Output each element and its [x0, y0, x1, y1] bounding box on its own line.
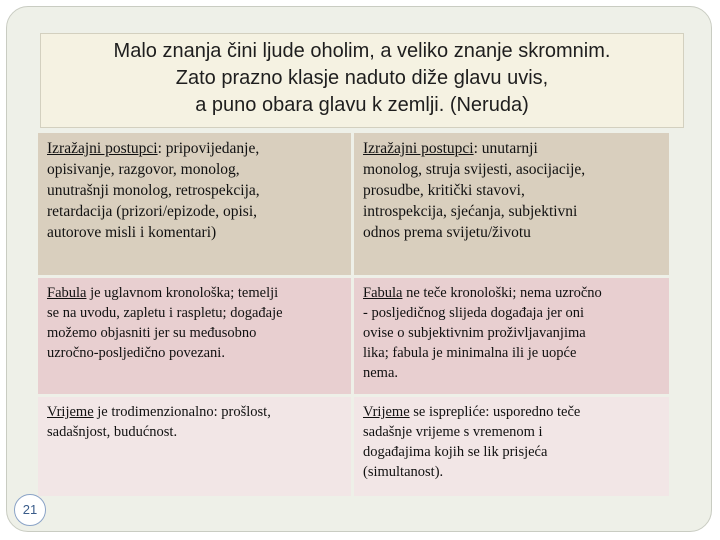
cell-line: sadašnjost, budućnost. [47, 424, 178, 440]
cell-line: prosudbe, kritički stavovi, [363, 182, 525, 199]
cell-line: - posljedičnog slijeda događaja jer oni [363, 305, 585, 321]
page-number: 21 [14, 494, 46, 526]
table-cell-row2-left [38, 278, 351, 394]
cell-line: opisivanje, razgovor, monolog, [47, 161, 240, 178]
cell-line: je uglavnom kronološka; temelji [90, 285, 279, 301]
table-cell-row2-right [354, 278, 669, 394]
table-cell-row1-right: Izražajni postupci: unutarnji monolog, struja svijesti, asocijacije, prosudbe, kritički stavovi, introspekcija, sjećanja, subjektivni odnos prema svijetu/životu [354, 133, 669, 275]
cell-line: lika; fabula je minimalna ili je uopće [363, 345, 577, 361]
cell-line: retardacija (prizori/epizode, opisi, [47, 203, 258, 220]
cell-term: Izražajni postupci [47, 140, 158, 157]
cell-line: (simultanost). [363, 464, 444, 480]
table-cell-row1-left: Izražajni postupci: pripovijedanje, opisivanje, razgovor, monolog, unutrašnji monolog, retrospekcija, retardacija (prizori/epizode, opisi, autorove misli i komentari) [38, 133, 351, 275]
cell-line: ovise o subjektivnim proživljavanjima [363, 325, 586, 341]
quote-box [40, 33, 684, 128]
cell-line: unutrašnji monolog, retrospekcija, [47, 182, 260, 199]
cell-line: se na uvodu, zapletu i raspletu; događaje [47, 305, 283, 321]
cell-line: introspekcija, sjećanja, subjektivni [363, 203, 578, 220]
cell-term: Izražajni postupci [363, 140, 474, 157]
quote-line-1: Malo znanja čini ljude oholim, a veliko znanje skromnim. [113, 40, 611, 62]
cell-line: možemo objasniti jer su međusobno [47, 325, 257, 341]
comparison-table [38, 133, 669, 496]
cell-line: unutarnji [481, 140, 538, 157]
cell-line: ne teče kronološki; nema uzročno [406, 285, 602, 301]
cell-line: događajima kojih se lik prisjeća [363, 444, 548, 460]
cell-term: Vrijeme [47, 404, 94, 420]
cell-line: se isprepliće: usporedno teče [413, 404, 581, 420]
cell-line: autorove misli i komentari) [47, 224, 217, 241]
quote-line-3: a puno obara glavu k zemlji. (Neruda) [195, 94, 529, 116]
cell-line: odnos prema svijetu/životu [363, 224, 531, 241]
cell-line: sadašnje vrijeme s vremenom i [363, 424, 543, 440]
cell-line: nema. [363, 365, 399, 381]
cell-line: je trodimenzionalno: prošlost, [97, 404, 271, 420]
cell-term: Vrijeme [363, 404, 410, 420]
table-cell-row3-right [354, 397, 669, 496]
quote-line-2: Zato prazno klasje naduto diže glavu uvis, [175, 67, 549, 89]
cell-line: uzročno-posljedično povezani. [47, 345, 225, 361]
cell-line: pripovijedanje, [165, 140, 260, 157]
cell-line: monolog, struja svijesti, asocijacije, [363, 161, 586, 178]
cell-term: Fabula [47, 285, 87, 301]
cell-term: Fabula [363, 285, 403, 301]
table-cell-row3-left [38, 397, 351, 496]
